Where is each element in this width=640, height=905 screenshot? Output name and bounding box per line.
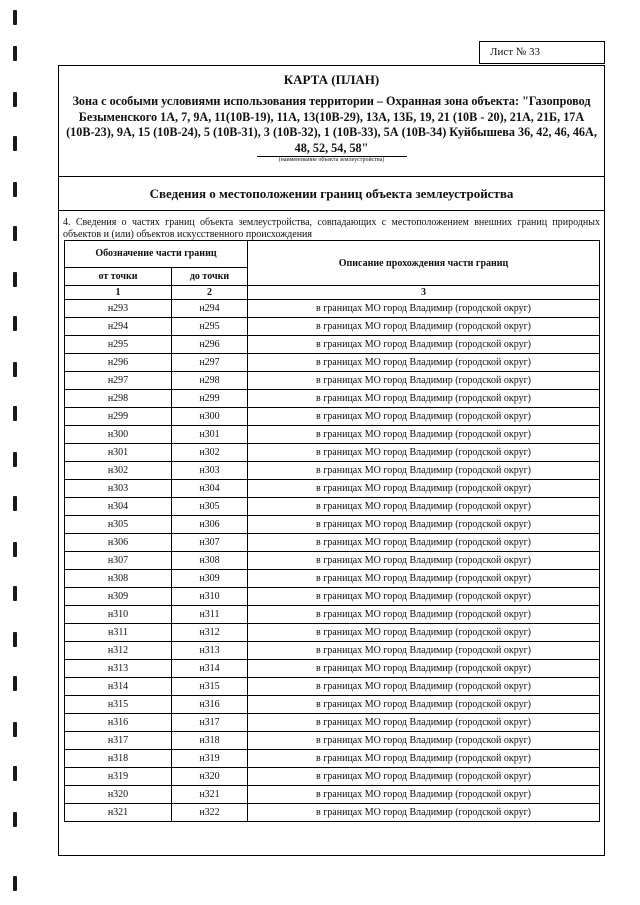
sheet-number-label: Лист № 33 bbox=[490, 46, 541, 58]
to-point-cell: н309 bbox=[172, 570, 248, 588]
description-cell: в границах МО город Владимир (городской округ) bbox=[248, 804, 600, 822]
from-point-cell: н316 bbox=[65, 714, 172, 732]
binding-hole bbox=[13, 316, 17, 331]
document-header bbox=[59, 66, 604, 177]
table-row bbox=[65, 786, 600, 804]
description-cell: в границах МО город Владимир (городской округ) bbox=[248, 354, 600, 372]
to-point-cell: н298 bbox=[172, 372, 248, 390]
from-point-cell: н318 bbox=[65, 750, 172, 768]
from-point-cell: н309 bbox=[65, 588, 172, 606]
boundary-table bbox=[64, 240, 600, 822]
binding-hole bbox=[13, 46, 17, 61]
to-point-cell: н303 bbox=[172, 462, 248, 480]
binding-hole bbox=[13, 632, 17, 647]
table-row bbox=[65, 570, 600, 588]
table-row bbox=[65, 714, 600, 732]
table-row bbox=[65, 498, 600, 516]
table-row bbox=[65, 516, 600, 534]
binding-hole bbox=[13, 766, 17, 781]
binding-hole bbox=[13, 92, 17, 107]
from-point-cell: н320 bbox=[65, 786, 172, 804]
from-point-cell: н293 bbox=[65, 300, 172, 318]
description-cell: в границах МО город Владимир (городской округ) bbox=[248, 624, 600, 642]
to-point-cell: н304 bbox=[172, 480, 248, 498]
table-row bbox=[65, 678, 600, 696]
to-point-cell: н310 bbox=[172, 588, 248, 606]
table-row bbox=[65, 480, 600, 498]
table-row bbox=[65, 462, 600, 480]
description-header-cell: Описание прохождения части границ bbox=[248, 241, 600, 286]
binding-hole bbox=[13, 542, 17, 557]
description-cell: в границах МО город Владимир (городской округ) bbox=[248, 480, 600, 498]
binding-holes bbox=[0, 0, 30, 905]
binding-hole bbox=[13, 362, 17, 377]
table-row bbox=[65, 552, 600, 570]
table-row bbox=[65, 390, 600, 408]
from-point-cell: н310 bbox=[65, 606, 172, 624]
from-point-cell: н300 bbox=[65, 426, 172, 444]
from-point-cell: н321 bbox=[65, 804, 172, 822]
table-row bbox=[65, 606, 600, 624]
from-point-cell: н294 bbox=[65, 318, 172, 336]
from-point-cell: н304 bbox=[65, 498, 172, 516]
description-cell: в границах МО город Владимир (городской округ) bbox=[248, 750, 600, 768]
table-row bbox=[65, 426, 600, 444]
from-point-cell: н314 bbox=[65, 678, 172, 696]
to-point-cell: н300 bbox=[172, 408, 248, 426]
column-number-cell: 2 bbox=[172, 286, 248, 300]
table-row bbox=[65, 804, 600, 822]
table-row bbox=[65, 588, 600, 606]
table-subheading: 4. Сведения о частях границ объекта землеустройства, совпадающих с местоположением внешних границ природных объектов и (или) объектов искусственного происхождения bbox=[63, 217, 600, 240]
to-point-cell: н318 bbox=[172, 732, 248, 750]
object-caption: (наименование объекта землеустройства) bbox=[257, 156, 407, 164]
to-point-cell: н296 bbox=[172, 336, 248, 354]
table-row bbox=[65, 300, 600, 318]
to-point-cell: н305 bbox=[172, 498, 248, 516]
to-point-cell: н321 bbox=[172, 786, 248, 804]
column-number-cell: 3 bbox=[248, 286, 600, 300]
binding-hole bbox=[13, 272, 17, 287]
from-point-cell: н295 bbox=[65, 336, 172, 354]
description-cell: в границах МО город Владимир (городской округ) bbox=[248, 516, 600, 534]
to-point-header-cell: до точки bbox=[172, 268, 248, 286]
description-cell: в границах МО город Владимир (городской округ) bbox=[248, 300, 600, 318]
description-cell: в границах МО город Владимир (городской округ) bbox=[248, 318, 600, 336]
binding-hole bbox=[13, 406, 17, 421]
table-row bbox=[65, 318, 600, 336]
table-row bbox=[65, 732, 600, 750]
from-point-cell: н296 bbox=[65, 354, 172, 372]
to-point-cell: н311 bbox=[172, 606, 248, 624]
table-row bbox=[65, 408, 600, 426]
description-cell: в границах МО город Владимир (городской округ) bbox=[248, 372, 600, 390]
column-number-row bbox=[65, 286, 600, 300]
from-point-cell: н319 bbox=[65, 768, 172, 786]
description-cell: в границах МО город Владимир (городской округ) bbox=[248, 696, 600, 714]
from-point-cell: н308 bbox=[65, 570, 172, 588]
binding-hole bbox=[13, 226, 17, 241]
binding-hole bbox=[13, 812, 17, 827]
to-point-cell: н320 bbox=[172, 768, 248, 786]
to-point-cell: н307 bbox=[172, 534, 248, 552]
description-cell: в границах МО город Владимир (городской округ) bbox=[248, 714, 600, 732]
table-row bbox=[65, 624, 600, 642]
table-row bbox=[65, 696, 600, 714]
description-cell: в границах МО город Владимир (городской округ) bbox=[248, 678, 600, 696]
description-cell: в границах МО город Владимир (городской округ) bbox=[248, 570, 600, 588]
to-point-cell: н313 bbox=[172, 642, 248, 660]
description-cell: в границах МО город Владимир (городской округ) bbox=[248, 660, 600, 678]
description-cell: в границах МО город Владимир (городской округ) bbox=[248, 336, 600, 354]
table-row bbox=[65, 372, 600, 390]
zone-description: Зона с особыми условиями использования территории – Охранная зона объекта: "Газопровод Безыменского 1А, 7, 9А, 11(10В-19), 11А, 13(10В-29), 13А, 13Б, 19, 21 (10В - 20), 21А, 21Б, 17А (10В-23), 9А, 15 (10В-24), 5 (10В-31), 3 (10В-32), 1 (10В-33), 5А (10В-34) Куйбышева 36, 42, 46, 46А, 48, 52, 54, 58" bbox=[66, 94, 597, 155]
from-point-cell: н317 bbox=[65, 732, 172, 750]
to-point-cell: н294 bbox=[172, 300, 248, 318]
binding-hole bbox=[13, 676, 17, 691]
description-cell: в границах МО город Владимир (городской округ) bbox=[248, 462, 600, 480]
binding-hole bbox=[13, 10, 17, 25]
from-point-cell: н303 bbox=[65, 480, 172, 498]
from-point-cell: н306 bbox=[65, 534, 172, 552]
from-point-cell: н305 bbox=[65, 516, 172, 534]
to-point-cell: н302 bbox=[172, 444, 248, 462]
table-row bbox=[65, 534, 600, 552]
description-cell: в границах МО город Владимир (городской округ) bbox=[248, 426, 600, 444]
to-point-cell: н317 bbox=[172, 714, 248, 732]
from-point-cell: н298 bbox=[65, 390, 172, 408]
to-point-cell: н297 bbox=[172, 354, 248, 372]
document-title: КАРТА (ПЛАН) bbox=[283, 72, 380, 87]
from-point-cell: н312 bbox=[65, 642, 172, 660]
to-point-cell: н312 bbox=[172, 624, 248, 642]
page-frame bbox=[58, 65, 605, 856]
description-cell: в границах МО город Владимир (городской округ) bbox=[248, 390, 600, 408]
binding-hole bbox=[13, 452, 17, 467]
from-point-cell: н299 bbox=[65, 408, 172, 426]
to-point-cell: н316 bbox=[172, 696, 248, 714]
description-cell: в границах МО город Владимир (городской округ) bbox=[248, 732, 600, 750]
group-header-cell: Обозначение части границ bbox=[65, 241, 248, 268]
table-row bbox=[65, 354, 600, 372]
description-cell: в границах МО город Владимир (городской округ) bbox=[248, 786, 600, 804]
from-point-cell: н307 bbox=[65, 552, 172, 570]
to-point-cell: н314 bbox=[172, 660, 248, 678]
table-row bbox=[65, 336, 600, 354]
description-cell: в границах МО город Владимир (городской округ) bbox=[248, 408, 600, 426]
binding-hole bbox=[13, 496, 17, 511]
description-cell: в границах МО город Владимир (городской округ) bbox=[248, 642, 600, 660]
from-point-cell: н302 bbox=[65, 462, 172, 480]
to-point-cell: н306 bbox=[172, 516, 248, 534]
description-cell: в границах МО город Владимир (городской округ) bbox=[248, 534, 600, 552]
from-point-header-cell: от точки bbox=[65, 268, 172, 286]
description-cell: в границах МО город Владимир (городской округ) bbox=[248, 552, 600, 570]
from-point-cell: н313 bbox=[65, 660, 172, 678]
to-point-cell: н299 bbox=[172, 390, 248, 408]
description-cell: в границах МО город Владимир (городской округ) bbox=[248, 588, 600, 606]
table-header-row bbox=[65, 241, 600, 268]
sheet-number bbox=[479, 41, 605, 64]
description-cell: в границах МО город Владимир (городской округ) bbox=[248, 498, 600, 516]
from-point-cell: н315 bbox=[65, 696, 172, 714]
section-title: Сведения о местоположении границ объекта землеустройства bbox=[59, 177, 604, 211]
from-point-cell: н311 bbox=[65, 624, 172, 642]
to-point-cell: н295 bbox=[172, 318, 248, 336]
table-row bbox=[65, 768, 600, 786]
column-number-cell: 1 bbox=[65, 286, 172, 300]
to-point-cell: н315 bbox=[172, 678, 248, 696]
table-row bbox=[65, 750, 600, 768]
table-row bbox=[65, 660, 600, 678]
description-cell: в границах МО город Владимир (городской округ) bbox=[248, 444, 600, 462]
to-point-cell: н322 bbox=[172, 804, 248, 822]
binding-hole bbox=[13, 182, 17, 197]
from-point-cell: н297 bbox=[65, 372, 172, 390]
to-point-cell: н308 bbox=[172, 552, 248, 570]
binding-hole bbox=[13, 722, 17, 737]
description-cell: в границах МО город Владимир (городской округ) bbox=[248, 768, 600, 786]
table-row bbox=[65, 642, 600, 660]
to-point-cell: н319 bbox=[172, 750, 248, 768]
binding-hole bbox=[13, 876, 17, 891]
table-row bbox=[65, 444, 600, 462]
binding-hole bbox=[13, 136, 17, 151]
description-cell: в границах МО город Владимир (городской округ) bbox=[248, 606, 600, 624]
to-point-cell: н301 bbox=[172, 426, 248, 444]
from-point-cell: н301 bbox=[65, 444, 172, 462]
binding-hole bbox=[13, 586, 17, 601]
